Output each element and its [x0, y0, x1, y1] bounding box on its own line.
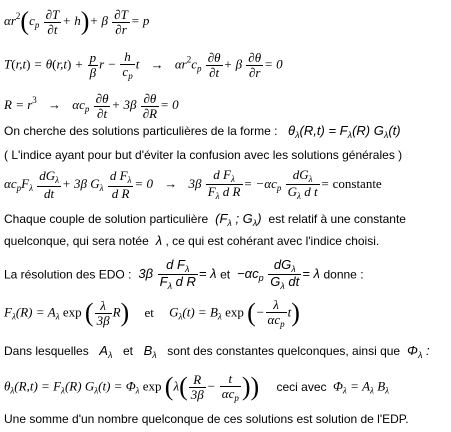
- equation-solutions: $F_\lambda(R) = A_\lambda$ exp ( $\frac{\lambda}{3\beta}$ R) et $G_\lambda(t) = B_\lambda$ exp (− $\frac{\lambda}{\alpha c_p}$ t): [4, 297, 300, 329]
- equation-change-variable: $R = r^3 \to \alpha c_p$ $\frac{\partial\theta}{\partial t}$ + 3β $\frac{\partial\theta}{\partial R}$ = 0: [4, 91, 179, 121]
- text-line-5: La résolution des EDO : 3β $\frac{d F_\lambda}{F_\lambda d R}$ = λ et $-\alpha c_p$ $\frac{dG_\lambda}{G_\lambda dt}$ = λ donne :: [4, 257, 364, 292]
- text-lesquelles: Dans lesquelles: [4, 344, 89, 358]
- text-line-3: Chaque couple de solution particulière ($F_\lambda$ ; $G_\lambda$) est relatif à une constante: [4, 211, 406, 228]
- text-line-1: On cherche des solutions particulières de la forme : $\theta_\lambda(R,t) = F_\lambda(R)$ $G_\lambda(t)$: [4, 123, 401, 140]
- text-forme: On cherche des solutions particulières de la forme :: [4, 124, 278, 138]
- text-line-8: Une somme d'un nombre quelconque de ces solutions est solution de l'EDP.: [4, 412, 409, 426]
- equation-substitution: T(r,t) = θ(r,t) + $\frac{p}{\beta}$ r − $\frac{h}{c_p}$ $t \to \alpha r^2c_p$ $\frac{\partial\theta}{\partial t}$ + β $\frac{\partial\theta}{\partial r}$ = 0: [4, 49, 283, 81]
- text-constantes: sont des constantes quelconques, ainsi que: [167, 344, 401, 358]
- text-quelconque: quelconque, qui sera notée: [4, 234, 149, 248]
- text-couple: Chaque couple de solution particulière: [4, 212, 209, 226]
- equation-heat: $\alpha r^2(c_p$ $\frac{\partial T}{\partial t}$ + h)+ β $\frac{\partial T}{\partial r}$ = p: [4, 6, 150, 37]
- equation-separation: $\alpha c_pF_\lambda$ $\frac{dG_\lambda}{dt}$ + 3β $G_\lambda$ $\frac{d F_\lambda}{\text{d R}}$ = 0 → 3β $\frac{d F_\lambda}{F_\lambda d R}$ = $-\alpha c_p$ $\frac{dG_\lambda}{G_\lambda d t}$ = constante: [4, 167, 382, 202]
- equation-final: $\theta_\lambda(R,t) = F_\lambda(R) G_\lambda(t) = \Phi_\lambda$ exp (λ( $\frac{R}{3\beta}$ − $\frac{t}{\alpha c_p}$ )) ceci avec $\Phi_\lambda = A_\lambda$ $B_\lambda$: [4, 371, 390, 403]
- text-coherant: , ce qui est cohérant avec l'indice choisi.: [165, 234, 380, 248]
- text-line-2: ( L'indice ayant pour but d'éviter la confusion avec les solutions générales ): [4, 148, 403, 162]
- text-line-4: quelconque, qui sera notée λ , ce qui est cohérant avec l'indice choisi.: [4, 233, 380, 248]
- text-line-6: Dans lesquelles $A_\lambda$ et $B_\lambda$ sont des constantes quelconques, ainsi que $\Phi_\lambda$ :: [4, 343, 430, 360]
- text-ceci-avec: ceci avec: [276, 379, 327, 394]
- text-resolution: La résolution des EDO :: [4, 267, 132, 282]
- text-relatif: est relatif à une constante: [268, 212, 406, 226]
- text-constante: constante: [332, 175, 382, 191]
- text-donne: donne :: [323, 267, 364, 282]
